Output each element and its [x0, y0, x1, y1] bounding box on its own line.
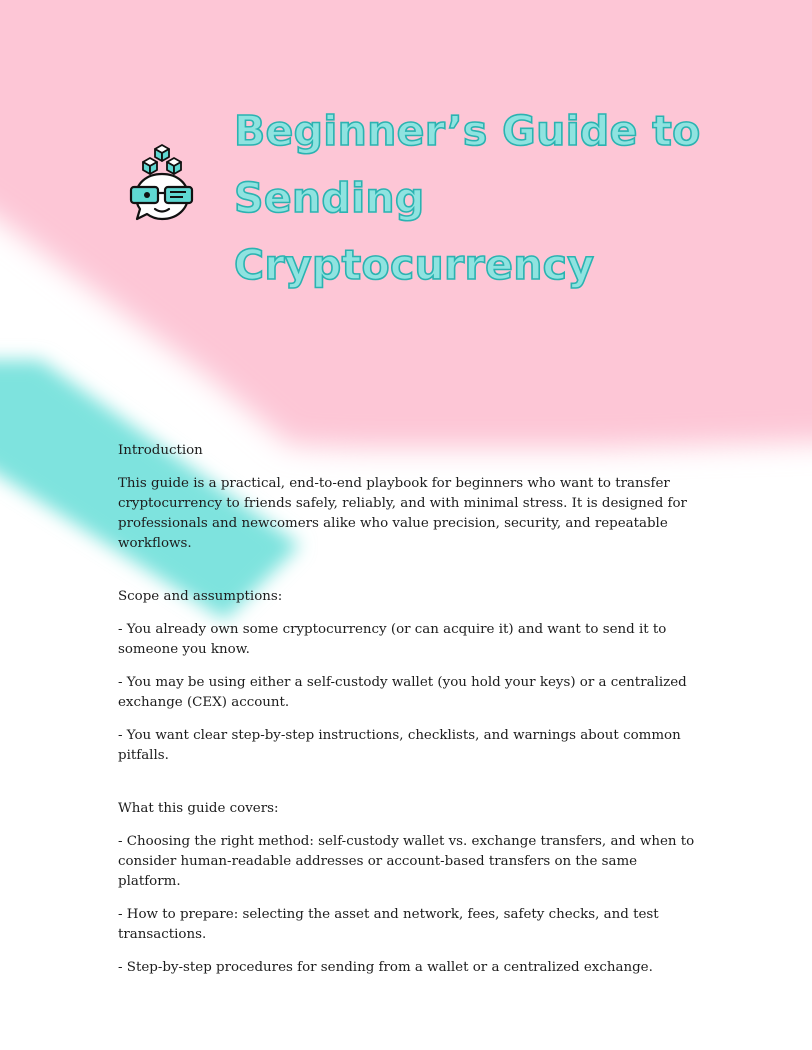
scope-heading: Scope and assumptions:	[118, 589, 283, 604]
list-item: - How to prepare: selecting the asset and network, fees, safety checks, and test transactions.	[118, 907, 659, 942]
list-item: - Step-by-step procedures for sending from a wallet or a centralized exchange.	[118, 960, 653, 975]
list-item: - You may be using either a self-custody wallet (you hold your keys) or a centralized exchange (CEX) account.	[118, 675, 687, 710]
page-title	[234, 98, 754, 299]
document-body	[118, 441, 698, 991]
introduction-heading: Introduction	[118, 443, 203, 458]
list-item: - Choosing the right method: self-custody wallet vs. exchange transfers, and when to consider human-readable addresses or account-based transfers on the same platform.	[118, 834, 695, 889]
list-item: - You want clear step-by-step instructions, checklists, and warnings about common pitfalls.	[118, 728, 681, 763]
crypto-bot-icon	[128, 142, 196, 224]
covers-heading: What this guide covers:	[118, 801, 279, 816]
title-line-3: Cryptocurrency	[234, 241, 595, 289]
introduction-paragraph: This guide is a practical, end-to-end playbook for beginners who want to transfer cryptocurrency to friends safely, reliably, and with minimal stress. It is designed for professionals and newcomers alike who value precision, security, and repeatable workflows.	[118, 476, 687, 551]
list-item: - You already own some cryptocurrency (or can acquire it) and want to send it to someone you know.	[118, 622, 667, 657]
title-line-2: Sending	[234, 174, 425, 222]
title-line-1: Beginner’s Guide to	[234, 107, 701, 155]
